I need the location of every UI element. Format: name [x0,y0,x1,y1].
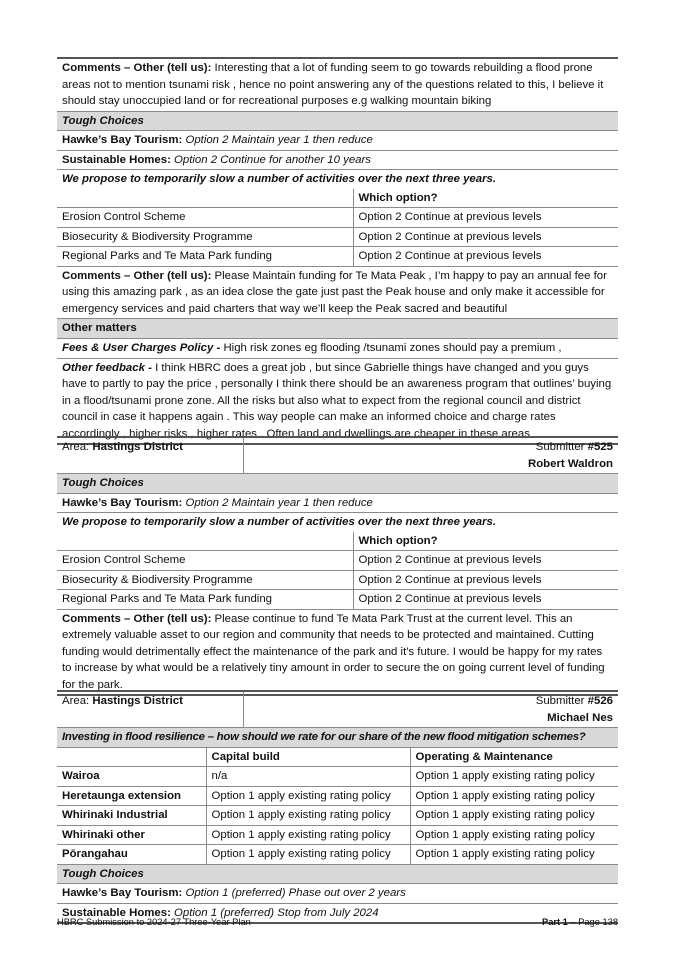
activity-row: Biosecurity & Biodiversity Programme Option 2 Continue at previous levels [57,570,618,590]
comments-label: Comments – Other (tell us) [62,62,208,74]
area-value: Hastings District [92,695,183,707]
scheme-row: Wairoa n/a Option 1 apply existing rating policy [57,767,618,787]
homes-value: Option 2 Continue for another 10 years [174,153,371,166]
submitter-number: #526 [587,695,613,707]
which-option-header: Which option? [57,532,618,551]
submitter-name: Michael Nes [547,711,613,724]
footer-page-number: Part 1 – Page 138 [542,917,618,927]
area-submitter-row: Area: Hastings District Submitter #525 Robert Waldron [57,437,618,474]
homes-row: Sustainable Homes: Option 1 (preferred) Stop from July 2024 [62,906,379,919]
activity-row: Regional Parks and Te Mata Park funding Option 2 Continue at previous levels [57,590,618,610]
tourism-value: Option 2 Maintain year 1 then reduce [185,134,373,147]
scheme-columns-header: Capital build Operating & Maintenance [57,747,618,767]
other-matters-header: Other matters [57,319,618,339]
submitter-number: #525 [587,441,613,453]
other-feedback-row: Other feedback - I think HBRC does a great job , but since Gabrielle things have changed and you guys have to partly to pay the price , personally I think there should be an awareness program that outlines’ buying in a flood/tsunami prone zone. All the risks but also what to expect from the regional council and district council in case it happens again . This way people can make an informed choice and charge rates accordingly , higher risks , higher rates . Often land and dwellings are cheaper in these areas [62,361,612,440]
tough-choices-header: Tough Choices [57,864,618,884]
tourism-row: Hawke’s Bay Tourism: Option 2 Maintain year 1 then reduce [57,493,618,513]
tourism-row: Hawke’s Bay Tourism: Option 1 (preferred) Phase out over 2 years [57,884,618,904]
which-option-header: Which option? [57,189,618,208]
footer-doc-title: HBRC Submission to 2024-27 Three-Year Plan [57,917,251,927]
comments-row: Comments – Other (tell us): Please continue to fund Te Mata Park Trust at the current level. This an extremely valuable asset to our region and community that needs to be protected and maintained. Cutting funding would detrimentally effect the maintenance of the park and it's future. I would be happy for my rates to increase by what would be a relatively tiny amount in order to secure the on going current level of funding for the park. [62,612,605,691]
comments-text: Interesting that a lot of funding seem to go towards rebuilding a flood prone areas not to mention tsunami risk , hence no point answering any of the questions related to this, I believe it should stay unoccupied land or for recreational purposes e.g walking mountain biking [62,62,604,108]
tourism-label: Hawke’s Bay Tourism: [62,134,183,147]
flood-resilience-heading: Investing in flood resilience – how should we rate for our share of the new flood mitigation schemes? [57,728,618,748]
homes-label: Sustainable Homes: [62,153,171,166]
activity-row: Erosion Control Scheme Option 2 Continue at previous levels [57,208,618,228]
scheme-row: Whirinaki other Option 1 apply existing rating policy Option 1 apply existing rating policy [57,825,618,845]
tough-choices-header: Tough Choices [57,474,618,494]
fees-row: Fees & User Charges Policy - High risk zones eg flooding /tsunami zones should pay a premium , [57,338,618,358]
submission-526 [57,690,618,924]
tourism-row [57,131,618,151]
slow-activities-heading: We propose to temporarily slow a number of activities over the next three years. [62,173,497,186]
submitter-name: Robert Waldron [527,457,613,470]
submission-524-continued [57,57,618,445]
slow-activities-heading: We propose to temporarily slow a number of activities over the next three years. [62,516,497,529]
comments-row-2: Comments – Other (tell us): Please Maintain funding for Te Mata Peak , I’m happy to pay an annual fee for using this amazing park , as an idea close the gate just past the Peak house and only make it accessible for emergency services and paid charters that way we’ll keep the Peak sacred and beautiful [57,266,618,319]
page-footer [57,916,618,929]
comments-row: Comments – Other (tell us): Interesting that a lot of funding seem to go towards rebuilding a flood prone areas not to mention tsunami risk , hence no point answering any of the questions related to this, I believe it should stay unoccupied land or for recreational purposes e.g walking mountain biking [57,58,618,111]
homes-row [57,150,618,170]
activity-row: Biosecurity & Biodiversity Programme Option 2 Continue at previous levels [57,227,618,247]
scheme-row: Pōrangahau Option 1 apply existing rating policy Option 1 apply existing rating policy [57,845,618,865]
activity-row: Regional Parks and Te Mata Park funding Option 2 Continue at previous levels [57,247,618,267]
submission-525 [57,436,618,696]
scheme-row: Whirinaki Industrial Option 1 apply existing rating policy Option 1 apply existing rating policy [57,806,618,826]
area-submitter-row: Area: Hastings District Submitter #526 Michael Nes [57,691,618,728]
scheme-row: Heretaunga extension Option 1 apply existing rating policy Option 1 apply existing rating policy [57,786,618,806]
activity-row: Erosion Control Scheme Option 2 Continue at previous levels [57,551,618,571]
tough-choices-header: Tough Choices [57,111,618,131]
area-value: Hastings District [92,441,183,453]
